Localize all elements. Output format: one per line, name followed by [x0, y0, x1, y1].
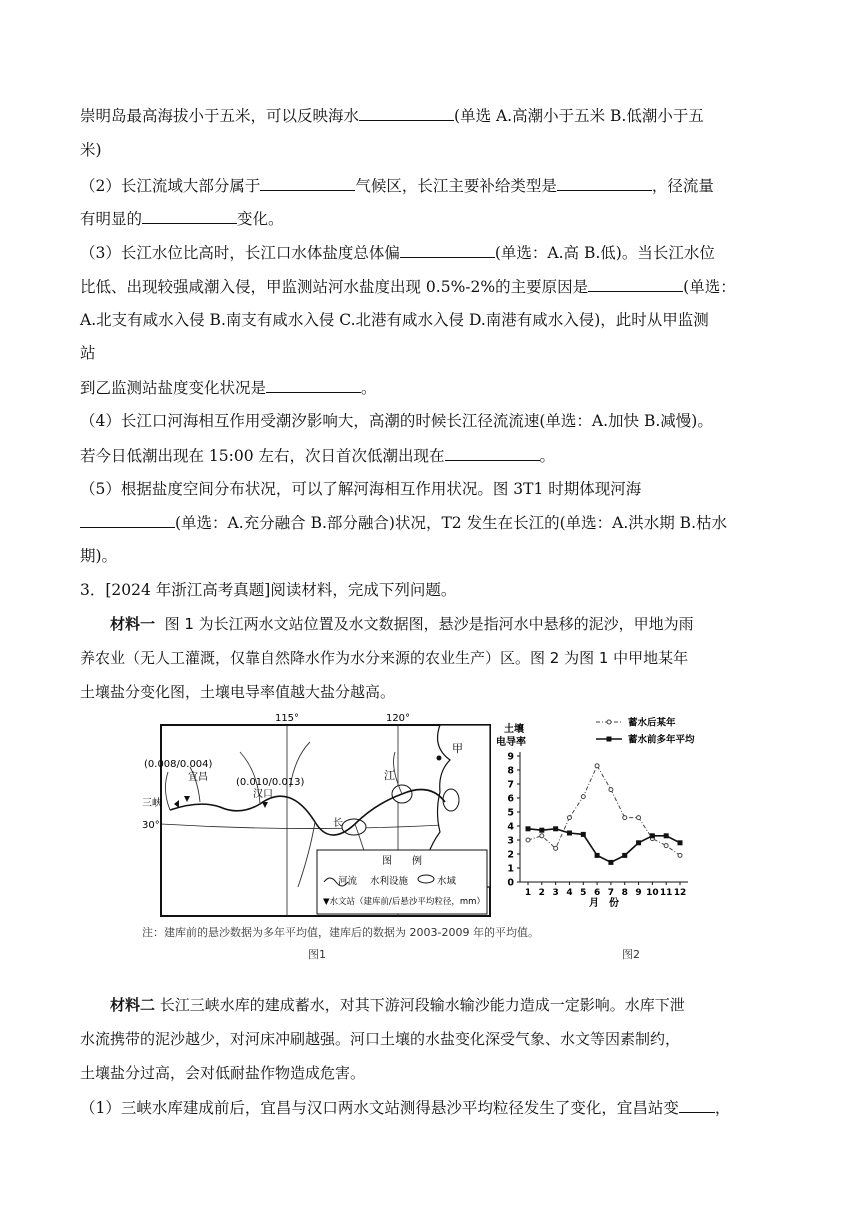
answer-blank[interactable] [588, 276, 683, 292]
x-tick-label: 11 [659, 888, 673, 898]
y-tick-label: 0 [507, 877, 514, 889]
text-line: 期)。 [80, 547, 118, 565]
lake [342, 819, 366, 835]
x-tick-label: 7 [607, 888, 615, 898]
lat-30-label: 30° [142, 820, 160, 831]
question-3: （3）长江水位比高时，长江口水体盐度总体偏 (单选：A.高 B.低)。当长江水位 [80, 244, 715, 262]
material-one: 材料一 图 1 为长江两水文站位置及水文数据图，悬沙是指河水中悬移的泥沙，甲地为雨 [110, 615, 694, 633]
legend-marker [607, 720, 611, 724]
legend-label: 蓄水前多年平均 [628, 734, 695, 746]
y-tick-label: 7 [507, 779, 514, 791]
figure-2-caption: 图2 [622, 948, 640, 961]
data-point [567, 816, 571, 820]
data-point [637, 816, 641, 820]
y-axis-label-2: 电导率 [496, 737, 526, 748]
answer-blank[interactable] [557, 175, 652, 191]
data-point [595, 764, 599, 768]
data-point [595, 853, 600, 858]
x-tick-label: 6 [593, 888, 601, 898]
text-line: 若今日低潮出现在 15:00 左右，次日首次低潮出现在 。 [80, 447, 556, 465]
data-point [623, 816, 627, 820]
text-line: 比低、出现较强咸潮入侵，甲监测站河水盐度出现 0.5%-2%的主要原因是 (单选： [80, 278, 736, 296]
data-point [554, 846, 558, 850]
legend-water: 水域 [437, 876, 457, 887]
x-tick-label: 3 [552, 888, 559, 898]
data-point [608, 860, 613, 865]
data-point [553, 826, 558, 831]
text-line: 到乙监测站盐度变化状况是 。 [80, 379, 377, 397]
text-line: 土壤盐分变化图，土壤电导率值越大盐分越高。 [80, 683, 396, 701]
data-point [609, 788, 613, 792]
answer-blank[interactable] [260, 175, 355, 191]
x-tick-label: 2 [538, 888, 545, 898]
data-point [664, 844, 668, 848]
material-two: 材料二 长江三峡水库的建成蓄水，对其下游河段输水输沙能力造成一定影响。水库下泄 [110, 996, 685, 1014]
figure-1-caption: 图1 [308, 948, 326, 961]
text-line: 站 [80, 344, 96, 362]
legend-dam: 水利设施 [370, 876, 409, 887]
legend-marker [607, 737, 612, 742]
answer-blank[interactable] [400, 242, 495, 258]
answer-blank[interactable] [142, 208, 237, 224]
x-tick-label: 4 [566, 888, 573, 898]
text-line: 养农业（无人工灌溉，仅靠自然降水作为水分来源的农业生产）区。图 2 为图 1 中甲地某年 [80, 649, 689, 667]
text-line: 土壤盐分过高，会对低耐盐作物造成危害。 [80, 1064, 366, 1082]
data-point [678, 853, 682, 857]
jia-label: 甲 [452, 742, 463, 755]
figure-2-chart [494, 714, 720, 910]
y-tick-label: 6 [507, 793, 514, 805]
question-4: （4）长江口河海相互作用受潮汐影响大，高潮的时候长江径流流速(单选：A.加快 B.减慢)。 [80, 412, 713, 430]
figure-1-map [140, 712, 492, 922]
chart-series-group [526, 764, 683, 865]
y-tick-label: 4 [507, 821, 514, 833]
y-axis-label-1: 土壤 [504, 724, 524, 735]
y-tick-label: 2 [507, 849, 514, 861]
data-point [540, 834, 544, 838]
chart-axes [507, 752, 688, 899]
yichang-label: 宜昌 [188, 772, 208, 783]
data-point [581, 795, 585, 799]
hankou-label: 汉口 [253, 789, 273, 800]
series-line-1 [528, 766, 680, 856]
data-point [664, 833, 669, 838]
answer-blank[interactable] [359, 105, 454, 121]
data-point [650, 833, 655, 838]
legend-title: 图 例 [382, 856, 422, 867]
question-1: （1）三峡水库建成前后，宜昌与汉口两水文站测得悬沙平均粒径发生了变化，宜昌站变 ， [80, 1099, 731, 1117]
text-line: A.北支有咸水入侵 B.南支有咸水入侵 C.北港有咸水入侵 D.南港有咸水入侵)，此时从甲监测 [80, 311, 709, 329]
data-point [526, 838, 530, 842]
x-axis-label: 月 份 [589, 898, 619, 909]
x-tick-label: 12 [673, 888, 687, 898]
answer-blank[interactable] [445, 445, 540, 461]
question-2: （2）长江流域大部分属于 气候区，长江主要补给类型是 ，径流量 [80, 177, 714, 195]
text-line: 水流携带的泥沙越少，对河床冲刷越强。河口土壤的水盐变化深受气象、水文等因素制约， [80, 1030, 681, 1048]
data-point [526, 826, 531, 831]
lon-120-label: 120° [385, 713, 411, 724]
jiang-label: 江 [384, 769, 395, 782]
x-tick-label: 1 [524, 888, 532, 898]
data-point [567, 831, 572, 836]
y-tick-label: 1 [507, 863, 514, 875]
hankou-value: (0.010/0.013) [236, 777, 305, 788]
series-line-2 [528, 829, 680, 863]
chang-label: 长 [333, 818, 343, 829]
sanxia-label: 三峡 [142, 798, 162, 809]
lon-115-label: 115° [274, 713, 300, 724]
answer-blank[interactable] [80, 512, 175, 528]
x-tick-label: 9 [635, 888, 642, 898]
data-point [581, 832, 586, 837]
y-tick-label: 3 [507, 835, 514, 847]
answer-blank[interactable] [679, 1097, 715, 1113]
data-point [636, 840, 641, 845]
legend-river: 河流 [338, 876, 358, 887]
text-line: 崇明岛最高海拔小于五米，可以反映海水 (单选 A.高潮小于五米 B.低潮小于五 [80, 107, 704, 125]
x-tick-label: 10 [646, 888, 659, 898]
water-legend-icon [418, 875, 434, 883]
data-point [678, 840, 683, 845]
data-point [539, 828, 544, 833]
chart-legend [596, 717, 695, 746]
question-5: （5）根据盐度空间分布状况，可以了解河海相互作用状况。图 3T1 时期体现河海 [80, 480, 642, 498]
island [443, 789, 459, 811]
data-point [622, 853, 627, 858]
text-line: 米) [80, 141, 102, 159]
figure-note: 注：建库前的悬沙数据为多年平均值，建库后的数据为 2003-2009 年的平均值。 [142, 926, 539, 939]
y-tick-label: 8 [507, 765, 514, 777]
text-line: 有明显的 变化。 [80, 210, 284, 228]
x-tick-label: 8 [621, 888, 628, 898]
text-line: (单选：A.充分融合 B.部分融合)状况，T2 发生在长江的(单选：A.洪水期 B.枯水 [80, 512, 727, 533]
legend-station: ▼水文站（建库前/后悬沙平均粒径，mm） [323, 897, 485, 907]
y-tick-label: 5 [507, 807, 514, 819]
y-tick-label: 9 [507, 751, 514, 763]
jia-marker [437, 756, 442, 761]
answer-blank[interactable] [266, 377, 361, 393]
legend-label: 蓄水后某年 [628, 717, 676, 729]
yichang-value: (0.008/0.004) [144, 759, 213, 770]
x-tick-label: 5 [580, 888, 587, 898]
question-title: 3．[2024 年浙江高考真题]阅读材料，完成下列问题。 [80, 581, 457, 599]
